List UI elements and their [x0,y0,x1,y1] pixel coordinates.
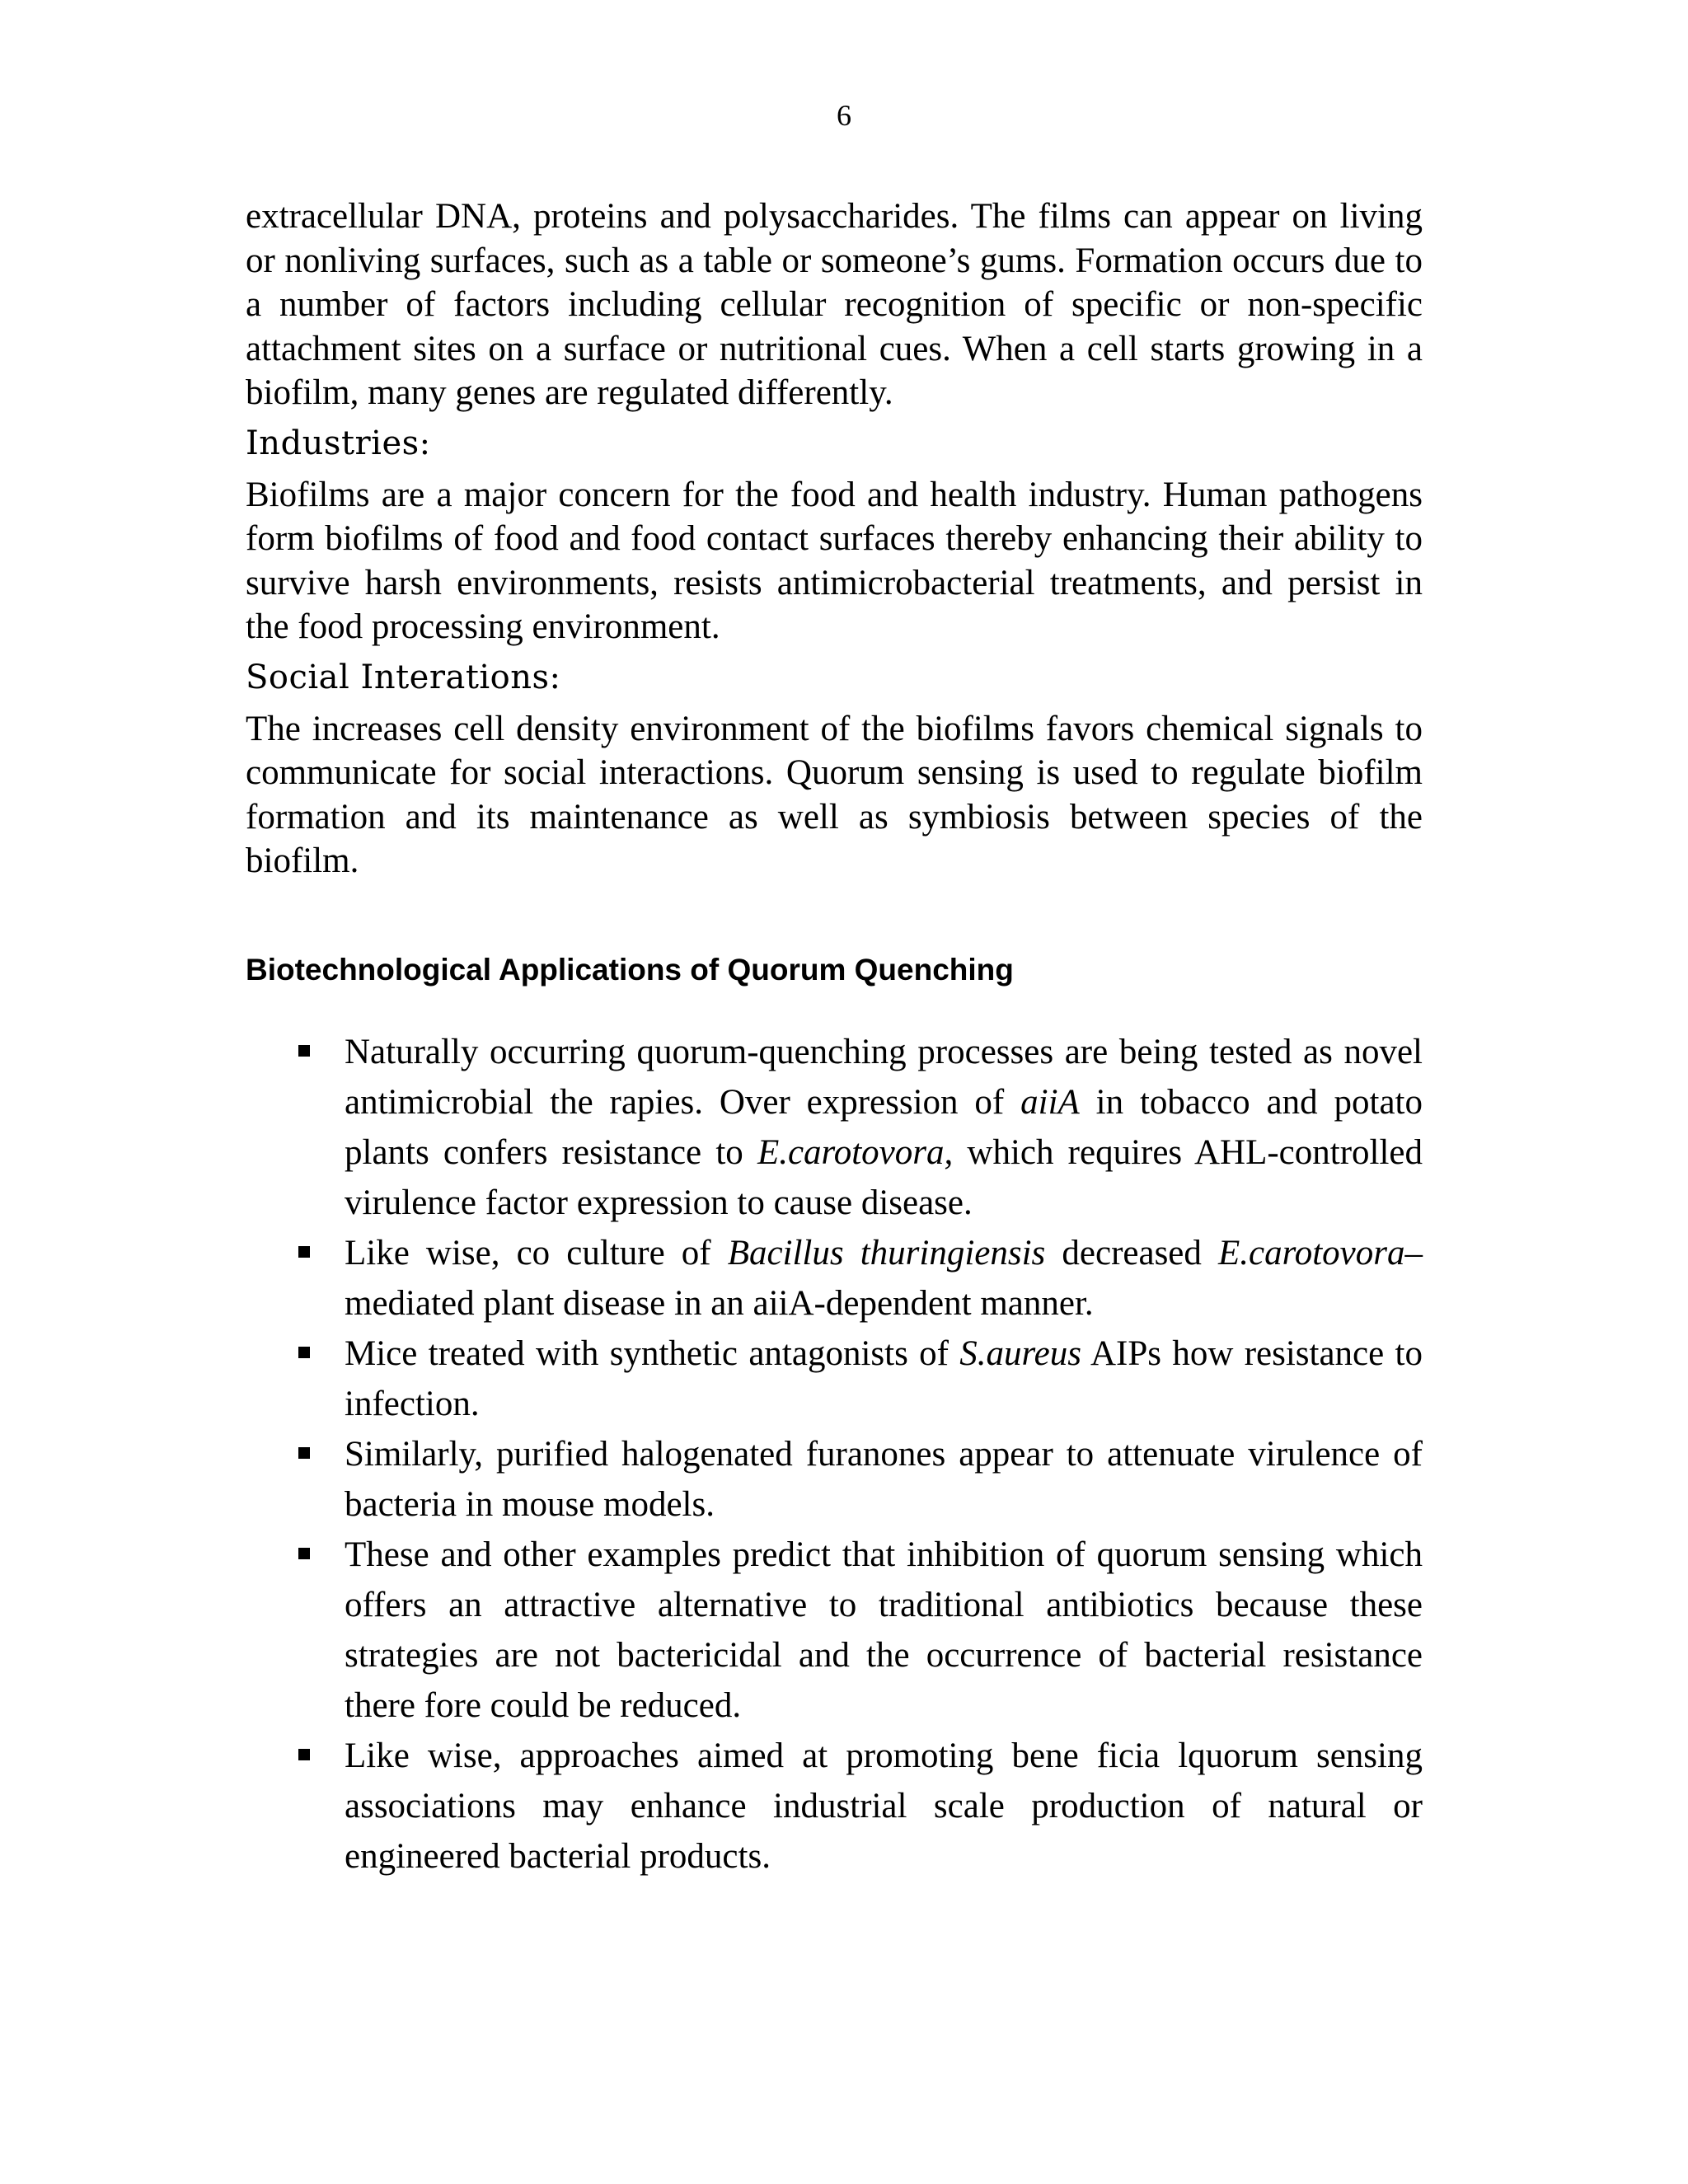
square-bullet-icon [298,1749,310,1760]
gene-name: aiiA [1020,1082,1080,1122]
bullet-text: which requires AHL-controlled virulence factor expression to cause disease. [345,1132,1423,1222]
square-bullet-icon [298,1246,310,1258]
bullet-text: mediated plant disease in an aiiA-dependent manner. [345,1283,1094,1323]
bullet-text: in tobacco and potato plants confers resistance to [345,1082,1423,1172]
square-bullet-icon [298,1447,310,1459]
species-name: Bacillus thuringiensis [727,1233,1046,1272]
bullet-text: Similarly, purified halogenated furanones appear to attenuate virulence of bacteria in mouse models. [345,1434,1423,1524]
page-content [246,194,1423,1882]
species-name: E.carotovora– [1218,1233,1423,1272]
list-item [246,1228,1423,1329]
page-number: 6 [837,99,851,132]
bullet-text: decreased [1045,1233,1218,1272]
bullet-text: AIPs how resistance to infection. [345,1333,1423,1423]
list-item [246,1429,1423,1530]
bullet-text: Mice treated with synthetic antagonists of [345,1333,960,1373]
bullet-text: Naturally occurring quorum-quenching processes are being tested as novel antimicrobial the rapies. Over expression of [345,1032,1423,1122]
list-item [246,1329,1423,1429]
bullet-text: These and other examples predict that inhibition of quorum sensing which offers an attractive alternative to traditional antibiotics because these strategies are not bactericidal and the occurrence of bacterial resistance there fore could be reduced. [345,1535,1423,1725]
species-name: S.aureus [959,1333,1082,1373]
square-bullet-icon [298,1347,310,1358]
social-interactions-paragraph: The increases cell density environment of the biofilms favors chemical signals to communicate for social interactions. Quorum sensing is used to regulate biofilm formation and its maintenance as well as symbiosis between species of the biofilm. [246,709,1423,880]
industries-heading: Industries: [246,424,431,462]
intro-paragraph: extracellular DNA, proteins and polysaccharides. The films can appear on living or nonliving surfaces, such as a table or someone’s gums. Formation occurs due to a number of factors including cellular recognition of specific or non-specific attachment sites on a surface or nutritional cues. When a cell starts growing in a biofilm, many genes are regulated differently. [246,197,1423,412]
social-interactions-heading: Social Interations: [246,658,561,696]
list-item [246,1027,1423,1228]
square-bullet-icon [298,1045,310,1057]
bullet-text: Like wise, approaches aimed at promoting bene ficia lquorum sensing associations may enhance industrial scale production of natural or engineered bacterial products. [345,1736,1423,1876]
species-name: E.carotovora, [757,1132,954,1172]
square-bullet-icon [298,1548,310,1559]
list-item [246,1731,1423,1882]
list-item [246,1530,1423,1731]
bullet-text: Like wise, co culture of [345,1233,728,1272]
applications-heading: Biotechnological Applications of Quorum Quenching [246,952,1014,987]
applications-list [246,1027,1423,1882]
industries-paragraph: Biofilms are a major concern for the food and health industry. Human pathogens form biofilms of food and food contact surfaces thereby enhancing their ability to survive harsh environments, resists antimicrobacterial treatments, and persist in the food processing environment. [246,475,1423,646]
